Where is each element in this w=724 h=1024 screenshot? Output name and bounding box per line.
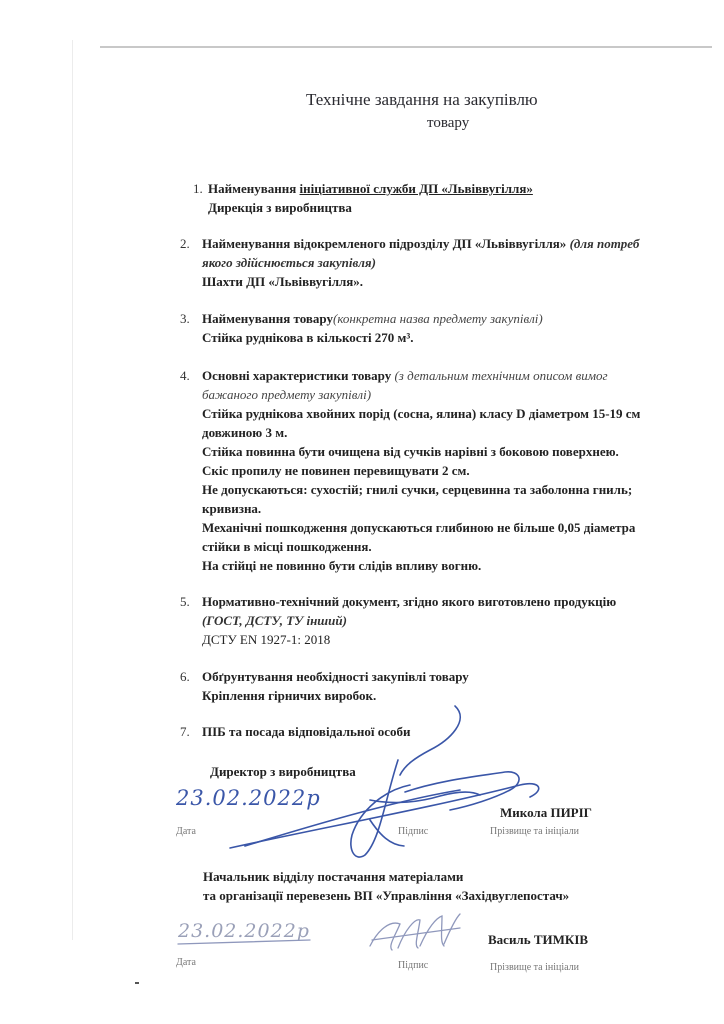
signer-1-name-label: Прізвище та ініціали — [490, 826, 579, 837]
item-3-heading: Найменування товару — [202, 311, 333, 326]
document-subtitle: товару — [427, 115, 470, 131]
item-5-number: 5. — [180, 594, 190, 609]
signer-1-sign-label: Підпис — [398, 826, 429, 837]
signer-2-sign-label: Підпис — [398, 960, 429, 971]
item-4-number: 4. — [180, 368, 190, 383]
item-4-line: Не допускаються: сухостій; гнилі сучки, серцевинна та заболонна гниль; — [202, 482, 633, 497]
item-1-heading-underlined: ініціативної служби ДП «Львіввугілля» — [299, 181, 533, 196]
item-4-note-1: (з детальним технічним описом вимог — [394, 368, 608, 383]
item-4-line: довжиною 3 м. — [202, 425, 288, 440]
signer-2-name-label: Прізвище та ініціали — [490, 962, 579, 973]
document-title: Технічне завдання на закупівлю — [306, 90, 538, 109]
item-3-number: 3. — [180, 311, 190, 326]
signer-2-position-1: Начальник відділу постачання матеріалами — [203, 869, 464, 884]
item-4-heading: Основні характеристики товару — [202, 368, 392, 383]
item-1-heading: Найменування — [208, 181, 300, 196]
signer-2-date-label: Дата — [176, 957, 196, 968]
item-4-line: Скіс пропилу не повинен перевищувати 2 см. — [202, 463, 470, 478]
item-5-note: (ГОСТ, ДСТУ, ТУ інший) — [202, 613, 347, 628]
item-7-heading: ПІБ та посада відповідальної особи — [202, 724, 411, 739]
signer-1-handwritten-date: 23.02.2022р — [176, 786, 321, 810]
item-6-heading: Обґрунтування необхідності закупівлі товару — [202, 669, 469, 684]
item-4-line: Механічні пошкодження допускаються глибиною не більше 0,05 діаметра — [202, 520, 636, 535]
item-6-value: Кріплення гірничих виробок. — [202, 688, 377, 703]
item-2-note-1: (для потреб — [569, 236, 640, 251]
scan-speck — [135, 982, 139, 984]
item-7-number: 7. — [180, 724, 190, 739]
signer-2-handwritten-date: 23.02.2022р — [178, 920, 310, 942]
item-1-number: 1. — [193, 181, 203, 196]
signer-2-name: Василь ТИМКІВ — [488, 932, 589, 947]
item-4-line: стійки в місці пошкодження. — [202, 539, 372, 554]
item-3-note: (конкретна назва предмету закупівлі) — [332, 311, 543, 326]
item-5-value: ДСТУ EN 1927-1: 2018 — [202, 632, 331, 647]
item-4-line: Стійка повинна бути очищена від сучків нарівні з боковою поверхнею. — [202, 444, 619, 459]
item-3-value: Стійка руднікова в кількості 270 м³. — [202, 330, 414, 345]
item-2-number: 2. — [180, 236, 190, 251]
item-2-note-2: якого здійснюється закупівля) — [202, 255, 376, 270]
item-4-line: На стійці не повинно бути слідів впливу вогню. — [202, 558, 482, 573]
item-4-line: Стійка руднікова хвойних порід (сосна, ялина) класу D діаметром 15-19 см — [202, 406, 641, 421]
item-2-value: Шахти ДП «Львіввугілля». — [202, 274, 364, 289]
item-2-heading: Найменування відокремленого підрозділу ДП «Львіввугілля» — [202, 236, 567, 251]
signer-1-position: Директор з виробництва — [210, 764, 356, 779]
signer-1-date-label: Дата — [176, 826, 196, 837]
signer-1-name: Микола ПИРІГ — [500, 805, 592, 820]
signer-2-position-2: та організації перевезень ВП «Управління «Західвуглепостач» — [203, 888, 570, 903]
item-4-line: кривизна. — [202, 501, 262, 516]
item-5-heading: Нормативно-технічний документ, згідно якого виготовлено продукцію — [202, 594, 617, 609]
item-1-value: Дирекція з виробництва — [208, 200, 352, 215]
item-4-note-2: бажаного предмету закупівлі) — [202, 387, 372, 402]
item-6-number: 6. — [180, 669, 190, 684]
